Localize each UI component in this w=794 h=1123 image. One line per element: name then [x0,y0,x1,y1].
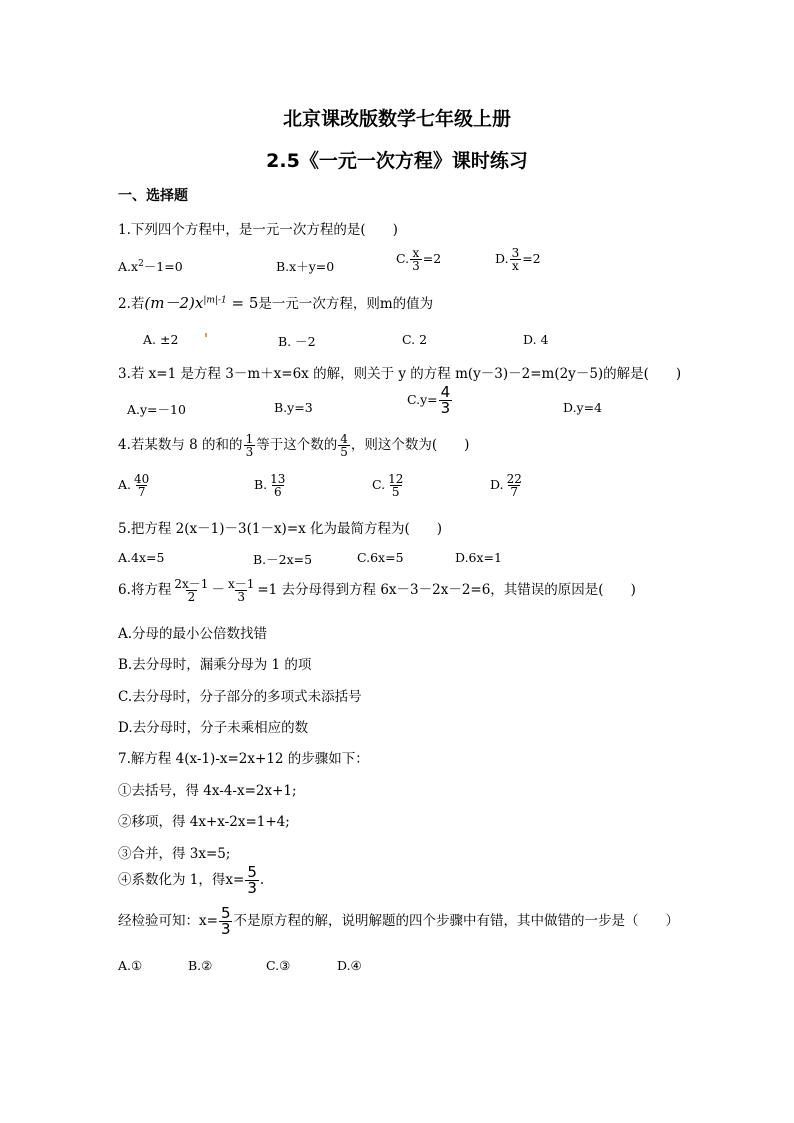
option-a-text: A.x [118,259,139,274]
equation-exponent: |m|-1 [203,295,227,306]
option-c-fraction [439,385,453,416]
fraction-denominator: x [511,259,519,273]
fraction-numerator: 4 [340,432,348,446]
question-7-option-a: A.① [118,958,143,973]
fraction-denominator: 2 [187,590,196,604]
question-3-option-d: D.y=4 [563,400,603,415]
fraction-numerator: 12 [388,472,404,486]
option-d-text-end: =2 [522,251,541,266]
question-5-stem: 5.把方程 2(x－1)－3(1－x)=x 化为最简方程为( ) [118,521,443,537]
question-5-option-c: C.6x=5 [357,550,404,565]
question-5-option-b: B.－2x=5 [253,552,313,567]
option-b-label: B. [254,477,268,492]
question-2-option-c: C. 2 [402,332,428,347]
option-c-label: C. [396,251,410,266]
equation-variable: x [194,294,204,312]
fraction-denominator: 6 [273,485,282,499]
option-a-fraction [132,473,151,498]
fraction-denominator: 5 [391,485,400,499]
fraction-denominator: 3 [247,879,257,897]
option-a-text-end: －1=0 [143,259,183,274]
question-7-step-2: ②移项，得 4x+x-2x=1+4; [118,814,290,830]
question-1-option-b: B.x＋y=0 [276,259,335,274]
question-7-step-1: ①去括号，得 4x-4-x=2x+1; [118,783,297,799]
fraction-numerator: 5 [220,904,231,922]
question-2-suffix: 是一元一次方程，则m的值为 [258,296,434,312]
step-4-fraction [245,865,259,896]
question-6-prefix: 6.将方程 [118,582,172,598]
option-b-fraction [268,473,287,498]
fraction-numerator: 1 [245,432,254,446]
question-7-check [118,906,679,937]
fraction-numerator: 2x－1 [174,577,209,591]
question-6-fraction-2 [226,578,256,603]
fraction-denominator: 7 [510,485,519,499]
check-suffix: 不是原方程的解，说明解题的四个步骤中有错，其中做错的一步是（ ） [233,913,679,929]
fraction-numerator: 4 [440,383,451,401]
option-c-label: C. [372,477,386,492]
question-1-option-c [396,247,441,272]
equation-coefficient: (m－2) [144,294,195,312]
question-1-option-d [495,247,541,272]
option-d-label: D. [490,477,504,492]
question-6-option-d: D.去分母时，分子未乘相应的数 [118,720,309,736]
question-7-option-d: D.④ [337,958,362,973]
fraction-numerator: 3 [511,246,520,260]
question-6-option-c: C.去分母时，分子部分的多项式未添括号 [118,689,362,705]
option-d-fraction [510,247,522,272]
equation-rhs: = 5 [226,294,259,312]
option-c-fraction [410,247,422,272]
question-7-step-3: ③合并，得 3x=5; [118,846,231,862]
question-4-middle: 等于这个数的 [256,437,338,453]
question-1-stem: 1.下列四个方程中，是一元一次方程的是( ) [118,222,398,238]
check-fraction [219,906,233,937]
fraction-denominator: 3 [220,920,231,938]
question-5-option-a: A.4x=5 [118,550,165,565]
fraction-denominator: 5 [340,445,348,459]
fraction-denominator: 7 [137,485,146,499]
option-c-fraction [386,473,405,498]
question-4-fraction-2 [338,433,350,458]
question-4-option-c [372,473,406,498]
question-2-option-b: B. －2 [278,334,316,349]
question-2-option-d: D. 4 [523,332,549,347]
fraction-numerator: 40 [134,472,150,486]
question-6-option-b: B.去分母时，漏乘分母为 1 的项 [118,657,312,673]
option-a-exponent: 2 [138,258,144,269]
fraction-numerator: 13 [270,472,286,486]
question-3-option-b: B.y=3 [274,400,313,415]
fraction-numerator: x－1 [227,577,255,591]
question-4-option-b [254,473,288,498]
question-3-option-a: A.y=－10 [127,402,186,417]
minus-sign: － [211,582,225,598]
section-heading: 一、选择题 [118,188,188,204]
check-prefix: 经检验可知：x= [118,913,218,929]
option-c-text-end: =2 [422,251,442,266]
question-2-stem [118,292,433,313]
step-4-prefix: ④系数化为 1，得x= [118,872,245,888]
question-4-prefix: 4.若某数与 8 的和的 [118,437,243,453]
question-7-option-b: B.② [188,958,213,973]
option-a-label: A. [118,477,132,492]
fraction-denominator: 3 [412,259,420,273]
question-4-option-a [118,473,152,498]
fraction-numerator: 22 [506,472,522,486]
question-6-option-a: A.分母的最小公倍数找错 [118,626,268,642]
question-7-option-c: C.③ [266,958,291,973]
question-3-stem: 3.若 x=1 是方程 3－m＋x=6x 的解，则关于 y 的方程 m(y－3)－2=m(2y－5)的解是( ) [118,366,682,382]
question-7-step-4 [118,865,264,896]
fraction-denominator: 3 [440,399,451,417]
question-4-fraction-1 [244,433,256,458]
question-6-fraction-1 [172,578,210,603]
question-2-option-a: A. ±2 [143,332,179,347]
question-1-option-a [118,257,183,275]
question-2-prefix: 2.若 [118,296,145,312]
fraction-denominator: 3 [237,590,245,604]
fraction-numerator: 5 [247,863,257,881]
question-3-option-c [407,385,453,416]
option-d-fraction [505,473,524,498]
question-5-option-d: D.6x=1 [455,550,502,565]
question-6-suffix: =1 去分母得到方程 6x－3－2x－2=6，其错误的原因是( ) [257,582,636,598]
stray-mark [205,333,207,337]
step-4-suffix: . [259,872,265,888]
fraction-numerator: x [412,246,420,260]
question-6-stem [118,578,636,603]
question-4-option-d [490,473,525,498]
question-4-stem [118,433,469,458]
document-title: 北京课改版数学七年级上册 [282,108,511,130]
fraction-denominator: 3 [245,445,254,459]
question-7-stem: 7.解方程 4(x-1)-x=2x+12 的步骤如下： [118,751,369,767]
option-c-label: C.y= [407,392,438,407]
question-4-suffix: ，则这个数为( ) [350,437,470,453]
document-subtitle: 2.5《一元一次方程》课时练习 [266,150,528,172]
option-d-label: D. [495,251,509,266]
